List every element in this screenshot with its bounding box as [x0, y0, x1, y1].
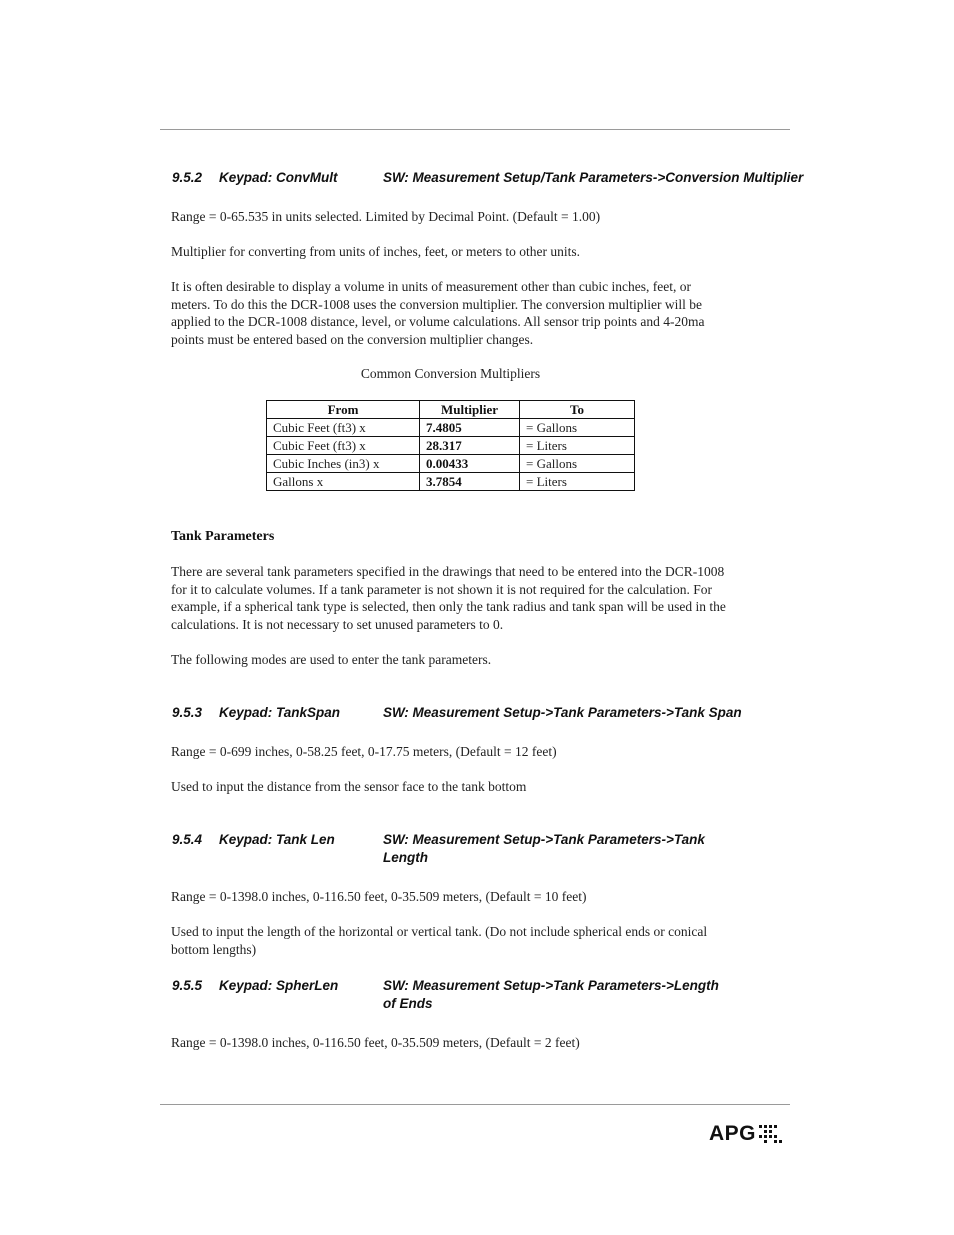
desc-9-5-4: Used to input the length of the horizontal or vertical tank. (Do not include spherical ends or conical bottom lengths) [171, 924, 708, 957]
software-path: SW: Measurement Setup->Tank Parameters->Length of Ends [383, 978, 719, 1011]
range-9-5-2: Range = 0-65.535 in units selected. Limited by Decimal Point. (Default = 1.00) [171, 209, 601, 224]
table-row [267, 473, 635, 491]
cell-from: Cubic Inches (in3) x [267, 455, 420, 473]
desc-9-5-2: Multiplier for converting from units of inches, feet, or meters to other units. [171, 244, 581, 259]
col-from: From [267, 401, 420, 419]
range-9-5-5: Range = 0-1398.0 inches, 0-116.50 feet, 0-35.509 meters, (Default = 2 feet) [171, 1035, 580, 1050]
section-number: 9.5.5 [172, 978, 203, 993]
cell-to: = Gallons [520, 419, 635, 437]
software-path: SW: Measurement Setup->Tank Parameters->Tank Length [383, 832, 705, 865]
col-multiplier: Multiplier [420, 401, 520, 419]
software-path: SW: Measurement Setup->Tank Parameters->Tank Span [383, 705, 742, 720]
footer-rule [160, 1104, 790, 1105]
cell-to: = Liters [520, 437, 635, 455]
cell-to: = Liters [520, 473, 635, 491]
software-path: SW: Measurement Setup/Tank Parameters->Conversion Multiplier [383, 170, 804, 185]
table-row [267, 419, 635, 437]
cell-multiplier: 28.317 [420, 437, 520, 455]
header-rule [160, 129, 790, 130]
keypad-label: Keypad: SpherLen [219, 978, 339, 993]
tank-parameters-title: Tank Parameters [171, 529, 275, 544]
table-caption: Common Conversion Multipliers [360, 366, 541, 381]
apg-dot-grid-icon [758, 1122, 784, 1146]
cell-from: Cubic Feet (ft3) x [267, 419, 420, 437]
apg-logo [709, 1121, 784, 1147]
tank-parameters-modes: The following modes are used to enter the tank parameters. [171, 652, 492, 667]
range-9-5-4: Range = 0-1398.0 inches, 0-116.50 feet, 0-35.509 meters, (Default = 10 feet) [171, 889, 587, 904]
keypad-label: Keypad: TankSpan [219, 705, 341, 720]
table-row [267, 455, 635, 473]
cell-multiplier: 3.7854 [420, 473, 520, 491]
range-9-5-3: Range = 0-699 inches, 0-58.25 feet, 0-17.75 meters, (Default = 12 feet) [171, 744, 557, 759]
cell-to: = Gallons [520, 455, 635, 473]
conversion-table [266, 400, 635, 491]
section-number: 9.5.4 [172, 832, 203, 847]
desc-9-5-3: Used to input the distance from the sensor face to the tank bottom [171, 779, 527, 794]
section-number: 9.5.3 [172, 705, 203, 720]
section-number: 9.5.2 [172, 170, 203, 185]
cell-from: Gallons x [267, 473, 420, 491]
cell-multiplier: 7.4805 [420, 419, 520, 437]
keypad-label: Keypad: Tank Len [219, 832, 335, 847]
tank-parameters-body: There are several tank parameters specified in the drawings that need to be entered into the DCR-1008 for it to calculate volumes. If a tank parameter is not shown it is not required for the calculation. For example, if a spherical tank type is selected, then only the tank radius and tank span will be used in the calculations. It is not necessary to set unused parameters to 0. [171, 564, 726, 632]
logo-text: APG [709, 1122, 757, 1145]
table-row [267, 437, 635, 455]
keypad-label: Keypad: ConvMult [219, 170, 338, 185]
cell-from: Cubic Feet (ft3) x [267, 437, 420, 455]
table-header-row [267, 401, 635, 419]
cell-multiplier: 0.00433 [420, 455, 520, 473]
body-9-5-2: It is often desirable to display a volume in units of measurement other than cubic inches, feet, or meters. To do this the DCR-1008 uses the conversion multiplier. The conversion multiplier will be applied to the DCR-1008 distance, level, or volume calculations. All sensor trip points and 4-20ma points must be entered based on the conversion multiplier changes. [171, 279, 705, 347]
col-to: To [520, 401, 635, 419]
